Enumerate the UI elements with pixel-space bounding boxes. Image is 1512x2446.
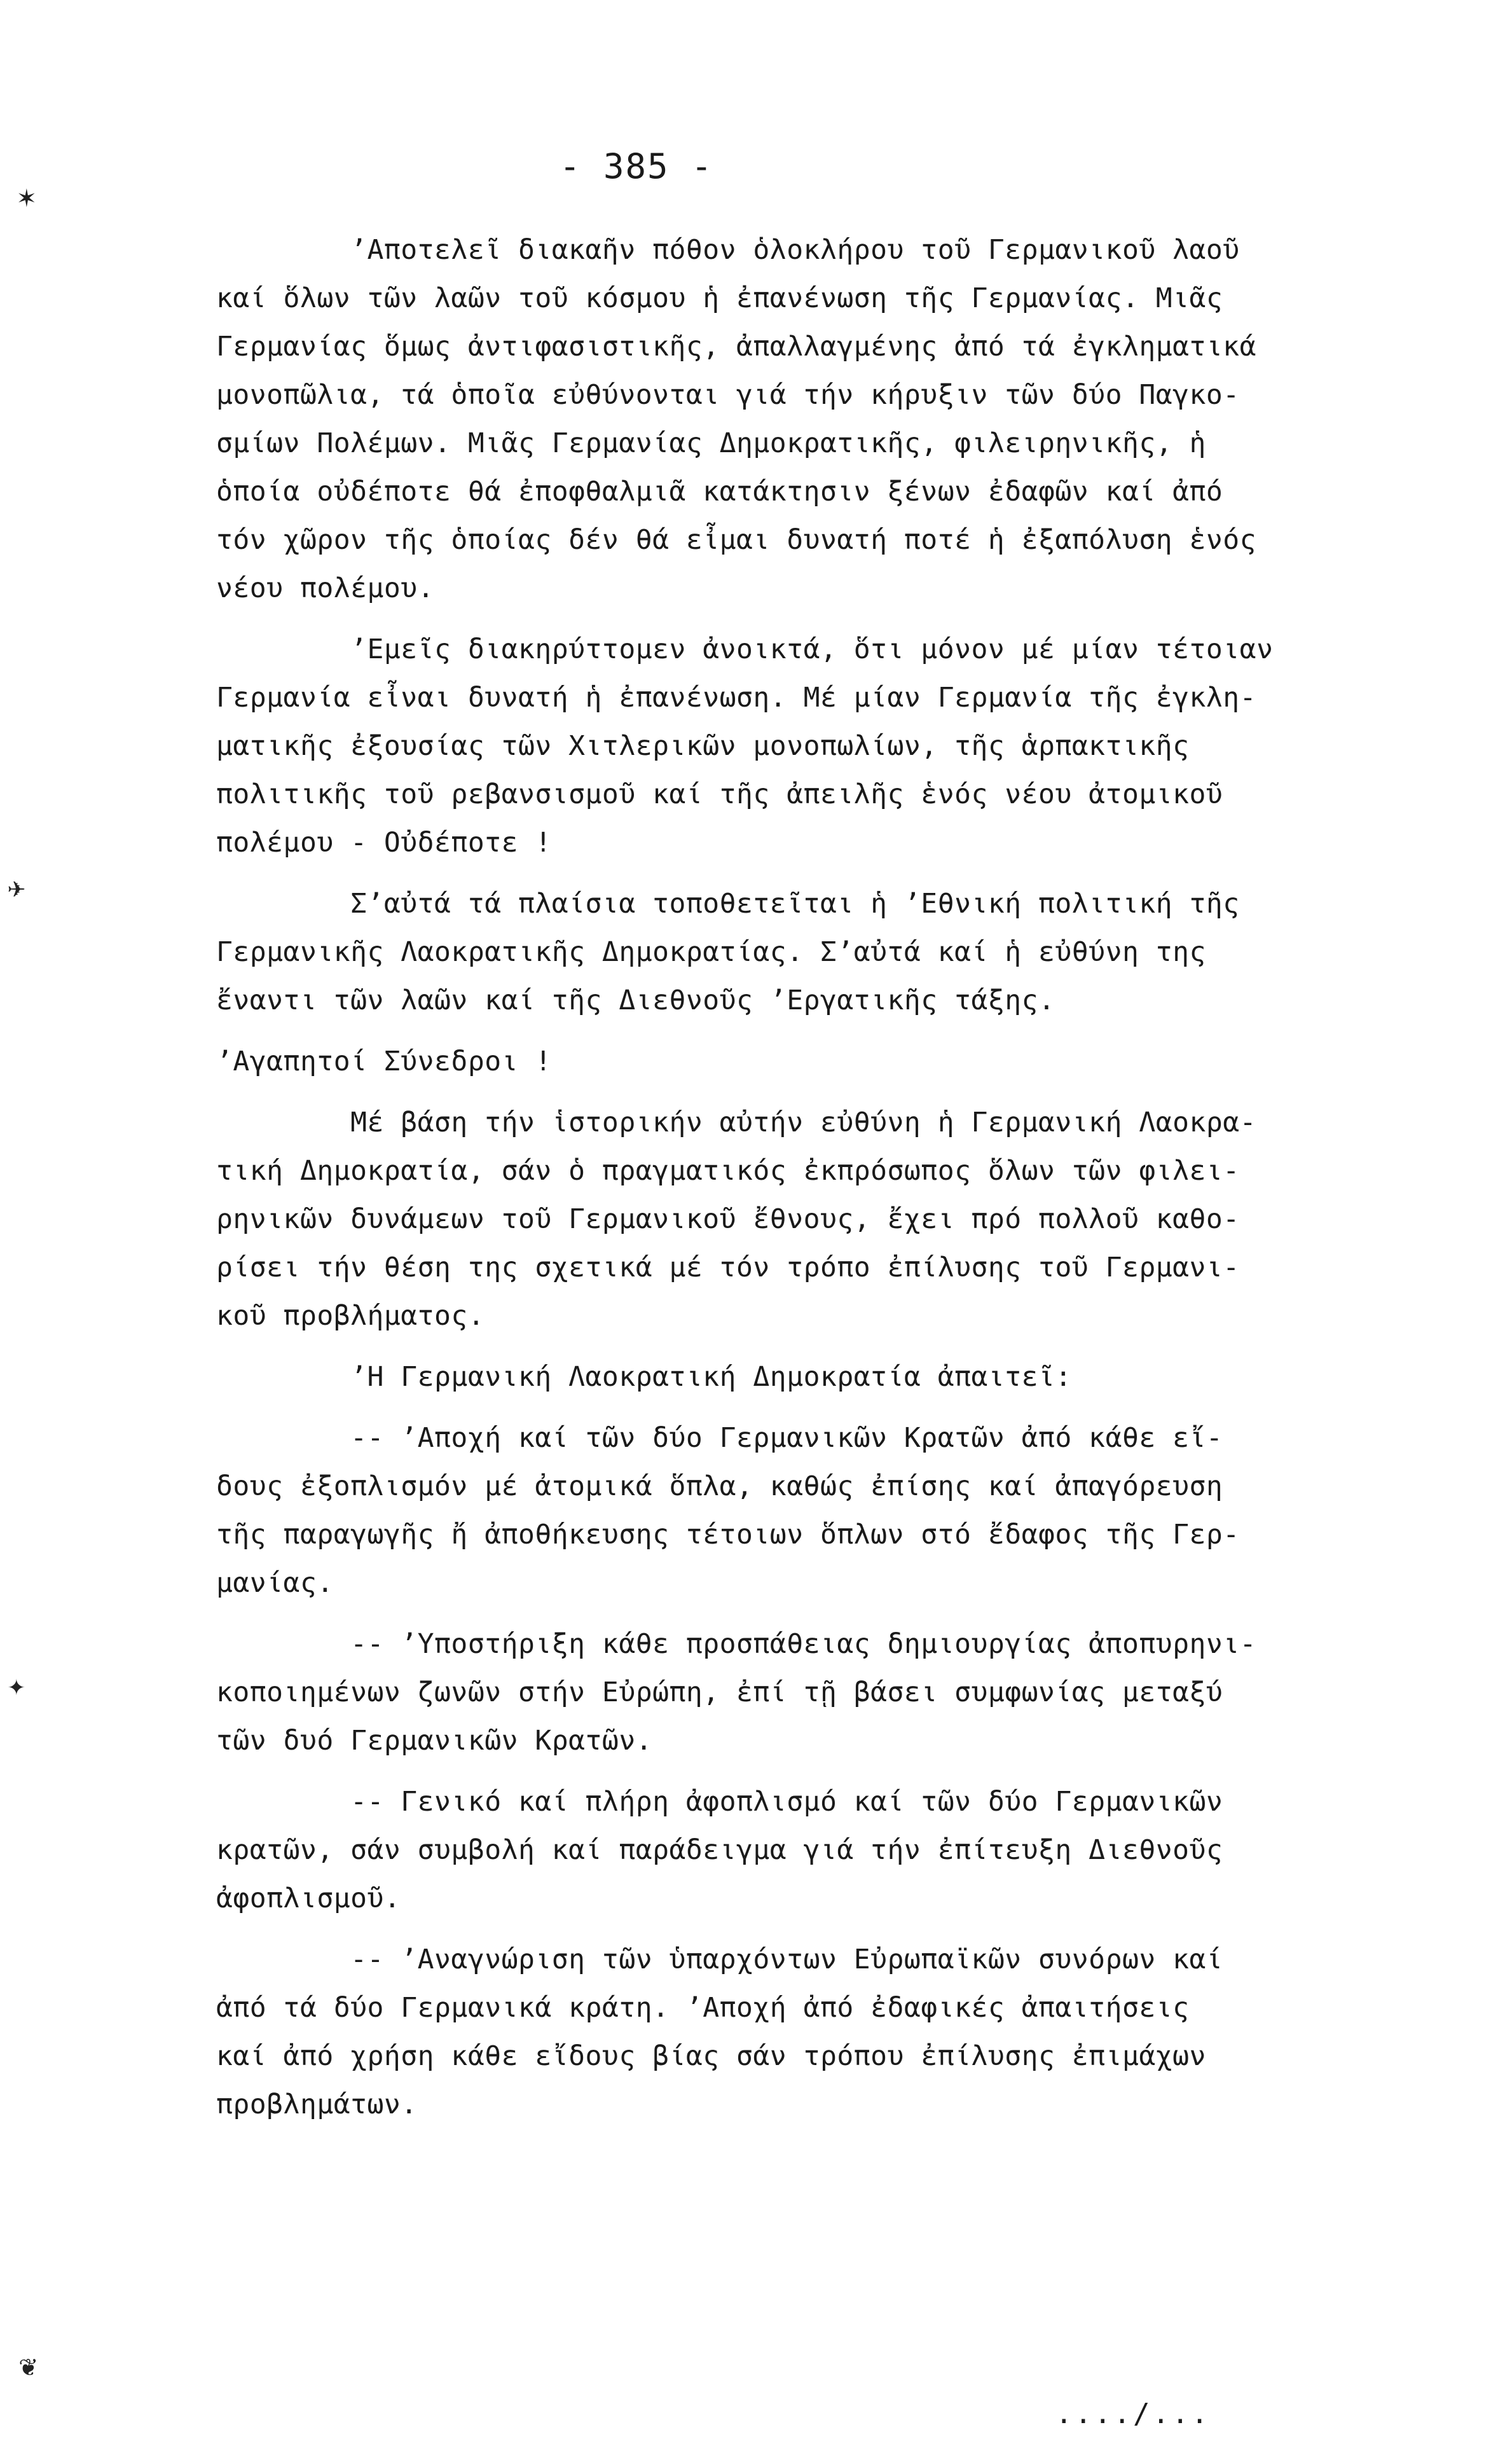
text-line: ρηνικῶν δυνάμεων τοῦ Γερμανικοῦ ἔθνους, ἔχει πρό πολλοῦ καθο- — [216, 1203, 1240, 1235]
text-line: κοῦ προβλήματος. — [216, 1300, 485, 1332]
paragraph-gap — [216, 612, 1297, 625]
text-line: τική Δημοκρατία, σάν ὁ πραγματικός ἐκπρόσωπος ὅλων τῶν φιλει- — [216, 1155, 1240, 1187]
paragraph-gap — [216, 1923, 1297, 1935]
paragraph-gap — [216, 1086, 1297, 1098]
text-line: ʼΕμεῖς διακηρύττομεν ἀνοικτά, ὅτι μόνον μέ μίαν τέτοιαν — [216, 633, 1274, 665]
margin-mark-icon: ✦ — [8, 1668, 25, 1702]
margin-mark-icon: ✈ — [8, 870, 25, 904]
text-line: τῶν δυό Γερμανικῶν Κρατῶν. — [216, 1725, 653, 1757]
text-line: Γερμανικῆς Λαοκρατικῆς Δημοκρατίας. Σʼαὐτά καί ἡ εὐθύνη της — [216, 936, 1206, 968]
margin-mark-icon: ❦ — [19, 2348, 37, 2382]
text-line: ἀφοπλισμοῦ. — [216, 1883, 401, 1914]
text-line: κρατῶν, σάν συμβολή καί παράδειγμα γιά τήν ἐπίτευξη Διεθνοῦς — [216, 1834, 1223, 1866]
continuation-marker: ..../... — [1055, 2398, 1211, 2430]
text-line: κοποιημένων ζωνῶν στήν Εὐρώπη, ἐπί τῇ βάσει συμφωνίας μεταξύ — [216, 1676, 1223, 1708]
text-line: πολέμου - Οὐδέποτε ! — [216, 827, 552, 859]
text-line: σμίων Πολέμων. Μιᾶς Γερμανίας Δημοκρατικῆς, φιλειρηνικῆς, ἡ — [216, 427, 1206, 459]
paragraph-gap — [216, 1607, 1297, 1620]
text-line: -- ʼΥποστήριξη κάθε προσπάθειας δημιουργίας ἀποπυρηνι- — [216, 1628, 1257, 1660]
text-line: πολιτικῆς τοῦ ρεβανσισμοῦ καί τῆς ἀπειλῆς ἑνός νέου ἀτομικοῦ — [216, 778, 1223, 810]
text-line: -- ʼΑποχή καί τῶν δύο Γερμανικῶν Κρατῶν ἀπό κάθε εἴ- — [216, 1422, 1223, 1454]
text-line: ʼΑποτελεῖ διακαῆν πόθον ὁλοκλήρου τοῦ Γερμανικοῦ λαοῦ — [216, 234, 1240, 266]
text-line: -- ʼΑναγνώριση τῶν ὑπαρχόντων Εὐρωπαϊκῶν συνόρων καί — [216, 1944, 1223, 1975]
paragraph-gap — [216, 1025, 1297, 1037]
text-line: τόν χῶρον τῆς ὁποίας δέν θά εἶμαι δυνατή ποτέ ἡ ἐξαπόλυση ἑνός — [216, 524, 1257, 556]
text-line: Γερμανία εἶναι δυνατή ἡ ἐπανένωση. Μέ μίαν Γερμανία τῆς ἐγκλη- — [216, 682, 1257, 714]
text-line: ʼΗ Γερμανική Λαοκρατική Δημοκρατία ἀπαιτεῖ: — [216, 1361, 1072, 1393]
text-line: προβλημάτων. — [216, 2089, 418, 2120]
text-line: μονοπῶλια, τά ὁποῖα εὐθύνονται γιά τήν κήρυξιν τῶν δύο Παγκο- — [216, 379, 1240, 411]
text-line: ματικῆς ἐξουσίας τῶν Χιτλερικῶν μονοπωλίων, τῆς ἁρπακτικῆς — [216, 730, 1190, 762]
text-line: ἀπό τά δύο Γερμανικά κράτη. ʼΑποχή ἀπό ἐδαφικές ἀπαιτήσεις — [216, 1992, 1190, 2024]
text-line: δους ἐξοπλισμόν μέ ἀτομικά ὅπλα, καθώς ἐπίσης καί ἀπαγόρευση — [216, 1470, 1223, 1502]
text-line: ʼΑγαπητοί Σύνεδροι ! — [216, 1046, 552, 1077]
text-line: ἔναντι τῶν λαῶν καί τῆς Διεθνοῦς ʼΕργατικῆς τάξης. — [216, 985, 1055, 1016]
page-number: - 385 - — [560, 146, 713, 186]
text-line: καί ὅλων τῶν λαῶν τοῦ κόσμου ἡ ἐπανένωση τῆς Γερμανίας. Μιᾶς — [216, 282, 1223, 314]
text-line: νέου πολέμου. — [216, 572, 435, 604]
text-line: μανίας. — [216, 1567, 334, 1599]
text-line: Σʼαὐτά τά πλαίσια τοποθετεῖται ἡ ʼΕθνική πολιτική τῆς — [216, 888, 1240, 920]
margin-mark-icon: ✶ — [18, 179, 36, 214]
text-line: ρίσει τήν θέση της σχετικά μέ τόν τρόπο ἐπίλυσης τοῦ Γερμανι- — [216, 1252, 1240, 1283]
text-line: Γερμανίας ὅμως ἀντιφασιστικῆς, ἀπαλλαγμένης ἀπό τά ἐγκληματικά — [216, 331, 1257, 363]
body-text — [216, 226, 1297, 2129]
paragraph-gap — [216, 867, 1297, 880]
text-line: τῆς παραγωγῆς ἤ ἀποθήκευσης τέτοιων ὅπλων στό ἔδαφος τῆς Γερ- — [216, 1519, 1240, 1551]
paragraph-gap — [216, 1765, 1297, 1778]
text-line: Μέ βάση τήν ἱστορικήν αὐτήν εὐθύνη ἡ Γερμανική Λαοκρα- — [216, 1107, 1257, 1138]
paragraph-gap — [216, 1401, 1297, 1414]
text-line: καί ἀπό χρήση κάθε εἴδους βίας σάν τρόπου ἐπίλυσης ἐπιμάχων — [216, 2040, 1206, 2072]
text-line: ὁποία οὐδέποτε θά ἐποφθαλμιᾶ κατάκτησιν ξένων ἐδαφῶν καί ἀπό — [216, 476, 1223, 508]
text-line: -- Γενικό καί πλήρη ἀφοπλισμό καί τῶν δύο Γερμανικῶν — [216, 1786, 1223, 1818]
paragraph-gap — [216, 1340, 1297, 1353]
